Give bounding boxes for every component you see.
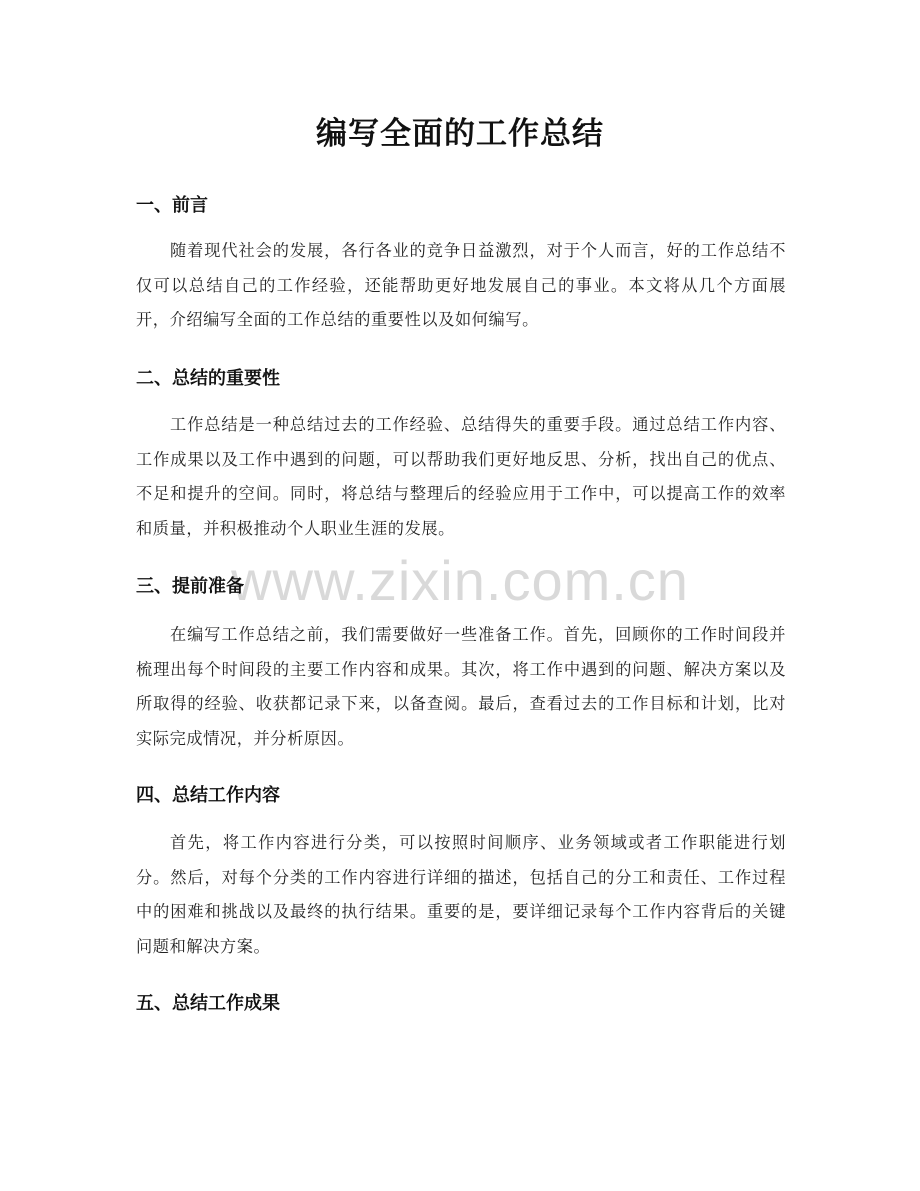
- section-heading-work-results: 五、总结工作成果: [136, 993, 280, 1014]
- section-heading-preparation: 三、提前准备: [136, 576, 244, 597]
- watermark: www.zixin.com.cn: [231, 549, 689, 612]
- section-heading-importance: 二、总结的重要性: [136, 368, 280, 389]
- section-paragraph-preparation: 在编写工作总结之前，我们需要做好一些准备工作。首先，回顾你的工作时间段并梳理出每个时间段的主要工作内容和成果。其次，将工作中遇到的问题、解决方案以及所取得的经验、收获都记录下来，以备查阅。最后，查看过去的工作目标和计划，比对实际完成情况，并分析原因。: [136, 625, 786, 748]
- page-title: 编写全面的工作总结: [316, 116, 604, 152]
- section-paragraph-preface: 随着现代社会的发展，各行各业的竞争日益激烈，对于个人而言，好的工作总结不仅可以总结自己的工作经验，还能帮助更好地发展自己的事业。本文将从几个方面展开，介绍编写全面的工作总结的重要性以及如何编写。: [136, 241, 786, 329]
- section-heading-work-content: 四、总结工作内容: [136, 785, 280, 806]
- section-heading-preface: 一、前言: [136, 195, 208, 216]
- section-paragraph-importance: 工作总结是一种总结过去的工作经验、总结得失的重要手段。通过总结工作内容、工作成果以及工作中遇到的问题，可以帮助我们更好地反思、分析，找出自己的优点、不足和提升的空间。同时，将总结与整理后的经验应用于工作中，可以提高工作的效率和质量，并积极推动个人职业生涯的发展。: [136, 415, 786, 538]
- section-paragraph-work-content: 首先，将工作内容进行分类，可以按照时间顺序、业务领域或者工作职能进行划分。然后，对每个分类的工作内容进行详细的描述，包括自己的分工和责任、工作过程中的困难和挑战以及最终的执行结果。重要的是，要详细记录每个工作内容背后的关键问题和解决方案。: [136, 833, 786, 956]
